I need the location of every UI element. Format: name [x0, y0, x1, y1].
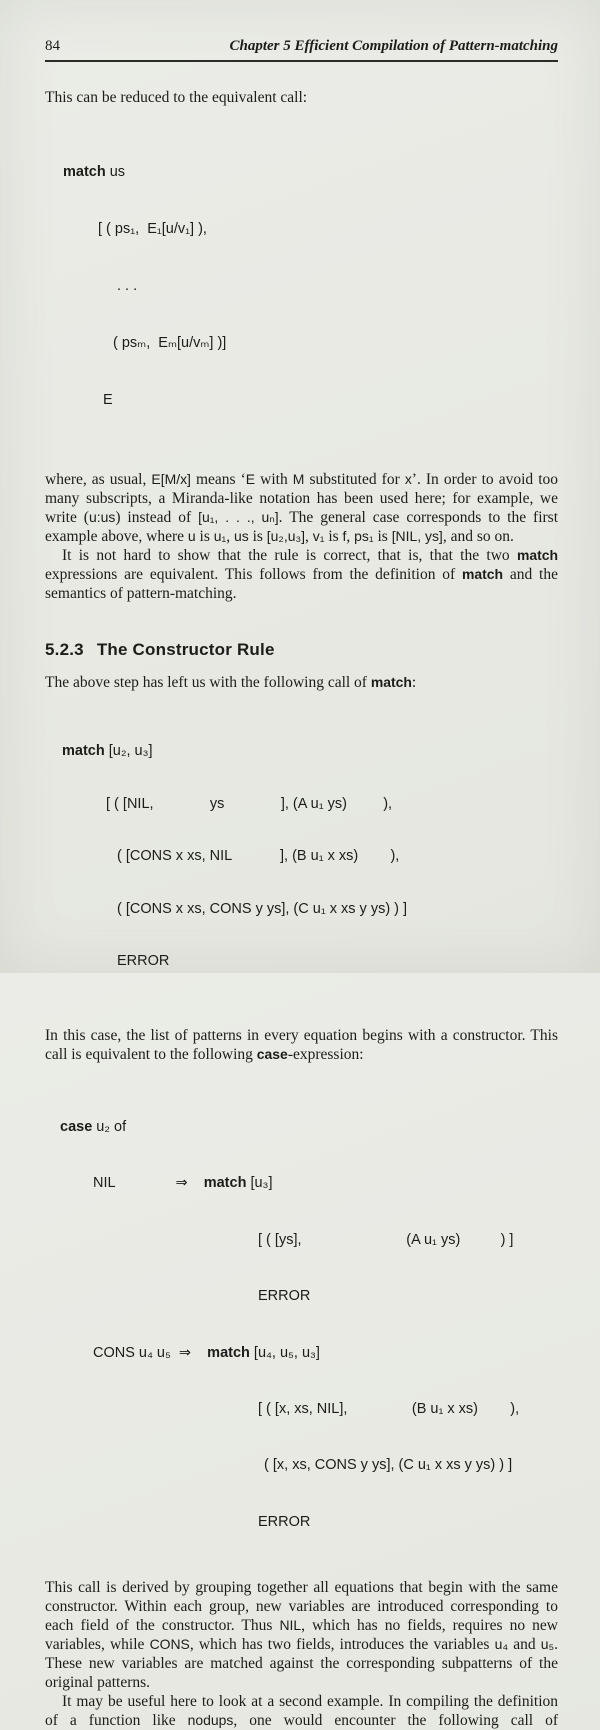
section-number: 5.2.3	[45, 640, 84, 659]
code-line: case u₂ of	[60, 1119, 127, 1136]
section-title: The Constructor Rule	[96, 640, 275, 659]
code-block-match-us	[45, 125, 558, 448]
code-line: ERROR	[258, 1513, 311, 1530]
code-line: ( [CONS x xs, CONS y ys], (C u₁ x xs y ys) ) ]	[117, 900, 408, 917]
code-line: [ ( [NIL, ys ], (A u₁ ys) ),	[106, 795, 393, 812]
code-line: ( [x, xs, CONS y ys], (C u₁ x xs y ys) ) ]	[264, 1457, 513, 1474]
paragraph-second-example: It may be useful here to look at a second example. In compiling the definition of a function like nodups, one would encounter the following call of	[45, 1693, 558, 1730]
page-number: 84	[45, 38, 60, 54]
code-block-match-u2-u3	[45, 708, 558, 1006]
code-line: ERROR	[117, 953, 170, 969]
intro-paragraph: This can be reduced to the equivalent call:	[45, 89, 308, 106]
code-line: E	[103, 392, 113, 408]
code-line: ERROR	[258, 1288, 311, 1305]
paragraph-substitution-note: where, as usual, E[M/x] means ‘E with M substituted for x’. In order to avoid too many subscripts, a Miranda-like notation has been used here; for example, we write (u:us) instead of [u₁, . . ., uₙ]. The general case corresponds to the first example above, where u is u₁, us is [u₂,u₃], v₁ is f, ps₁ is [NIL, ys], and so on.	[45, 471, 559, 545]
paragraph-lead-in: The above step has left us with the following call of match:	[45, 674, 417, 691]
page-header	[45, 38, 558, 62]
running-header: Chapter 5 Efficient Compilation of Pattern-matching	[229, 38, 558, 54]
code-line: [ ( [x, xs, NIL], (B u₁ x xs) ),	[258, 1401, 520, 1418]
code-line: NIL ⇒ match [u₃]	[93, 1175, 273, 1192]
code-block-case-expression	[45, 1081, 558, 1570]
code-line: ( psₘ, Eₘ[u/vₘ] )]	[113, 335, 227, 351]
paragraph-constructor-note: In this case, the list of patterns in every equation begins with a constructor. This call is equivalent to the following case-expression:	[45, 1026, 558, 1063]
code-line: ( [CONS x xs, NIL ], (B u₁ x xs) ),	[117, 848, 400, 864]
code-line: [ ( ps₁, E₁[u/v₁] ),	[98, 221, 207, 237]
code-line: match us	[63, 164, 126, 180]
paragraph-rule-correctness: It is not hard to show that the rule is correct, that is, that the two match expressions are equivalent. This follows from the definition of match and the semantics of pattern-matching.	[45, 547, 558, 602]
section-heading	[45, 639, 558, 661]
paragraph-grouping-explanation: This call is derived by grouping together all equations that begin with the same constructor. Within each group, new variables are introduced corresponding to each field of the constructor. Thus NIL, which has no fields, requires no new variables, while CONS, which has two fields, introduces the variables u₄ and u₅. These new variables are matched against the corresponding subpatterns of the original patterns.	[45, 1579, 558, 1692]
code-line: CONS u₄ u₅ ⇒ match [u₄, u₅, u₃]	[93, 1344, 320, 1361]
code-line: . . .	[117, 278, 138, 294]
code-line: [ ( [ys], (A u₁ ys) ) ]	[258, 1231, 514, 1248]
code-line: match [u₂, u₃]	[62, 743, 153, 759]
